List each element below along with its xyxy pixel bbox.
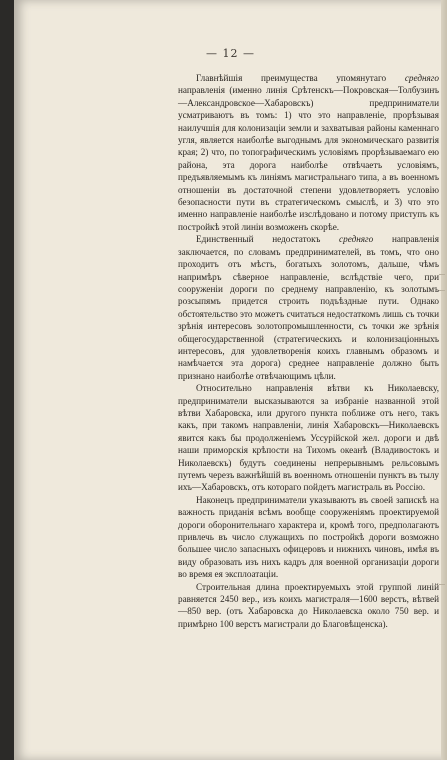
margin-mark xyxy=(439,584,445,585)
paragraph-2: Единственный недостатокъ средняго направленія заключается, по словамъ предпринимателей, въ томъ, что оно проходитъ отъ мѣстъ, богатыхъ золотомъ, дальше, чѣмъ напримѣръ сѣверное направленіе, вслѣдствіе чего, при сооруженіи дороги по среднему направленію, къ золотымъ розсыпямъ придется строить подъѣздные пути. Однако обстоятельство это можетъ считаться недостаткомъ лишь съ точки зрѣнія интересовъ золотопромышленности, съ точки же зрѣнія общегосударственной (стратегическихъ и колонизаціонныхъ интересовъ, для удовлетворенія коихъ главнымъ образомъ и намѣчается эта дорога) среднее направленіе должно быть признано наиболѣе отвѣчающимъ цѣли. xyxy=(178,234,439,381)
book-page xyxy=(14,0,447,760)
page-edge xyxy=(441,0,447,760)
page-number: — 12 — xyxy=(206,47,255,60)
margin-mark xyxy=(439,274,445,275)
body-text xyxy=(178,72,439,630)
paragraph-1: Главнѣйшія преимущества упомянутаго средняго направленія (именно линія Срѣтенскъ—Покровская—Толбузинъ—Александровское—Хабаровскъ) предприниматели усматриваютъ въ томъ: 1) что это направленіе, прорѣзывая наилучшія для колонизаціи земли и захватывая районы каменнаго угля, является наиболѣе выгоднымъ для экономическаго развитія края; 2) что, по топографическимъ условіямъ прорѣзываемаго ею района, эта дорога наиболѣе отвѣчаетъ условіямъ, предъявляемымъ къ линіямъ магистральнаго типа, а въ военномъ отношеніи въ достаточной степени удовлетворяетъ условію безопасности пути въ стратегическомъ смыслѣ, и 3) что это именно направленіе наиболѣе изслѣдовано и потому приступъ къ постройкѣ этой линіи возможенъ скорѣе. xyxy=(178,73,439,232)
paragraph-4: Наконецъ предприниматели указываютъ въ своей запискѣ на важность приданія всѣмъ вообще сооруженіямъ проектируемой дороги оборонительнаго характера и, кромѣ того, предполагаютъ привлечь въ число служащихъ по постройкѣ дороги возможно большее число запасныхъ офицеровъ и нижнихъ чиновъ, имѣя въ виду образовать изъ нихъ кадръ для военной организаціи дороги во время ея эксплоатаціи. xyxy=(178,494,439,580)
paragraph-3: Относительно направленія вѣтви къ Николаевску, предприниматели высказываются за избраніе названной этой вѣтви Хабаровска, или другого пункта поближе отъ него, такъ какъ, при такомъ направленіи, линія Хабаровскъ—Николаевскъ явится какъ бы продолженіемъ Уссурійской жел. дороги и двѣ наши приморскія крѣпости на Тихомъ океанѣ (Владивостокъ и Николаевскъ) будутъ соединены непрерывнымъ рельсовымъ путемъ черезъ важнѣйшій въ военномъ отношеніи пунктъ въ тылу ихъ—Хабаровскъ, отъ котораго пойдетъ магистраль въ Россію. xyxy=(178,383,439,493)
emphasis: средняго xyxy=(339,234,374,245)
emphasis: средняго xyxy=(404,73,439,83)
margin-mark xyxy=(439,290,445,291)
paragraph-5: Строительная длина проектируемыхъ этой группой линій равняется 2450 вер., изъ коихъ магистраля—1600 верстъ, вѣтвей—850 вер. (отъ Хабаровска до Николаевска около 750 вер. и примѣрно 100 верстъ магистрали до Благовѣщенска). xyxy=(178,581,439,629)
